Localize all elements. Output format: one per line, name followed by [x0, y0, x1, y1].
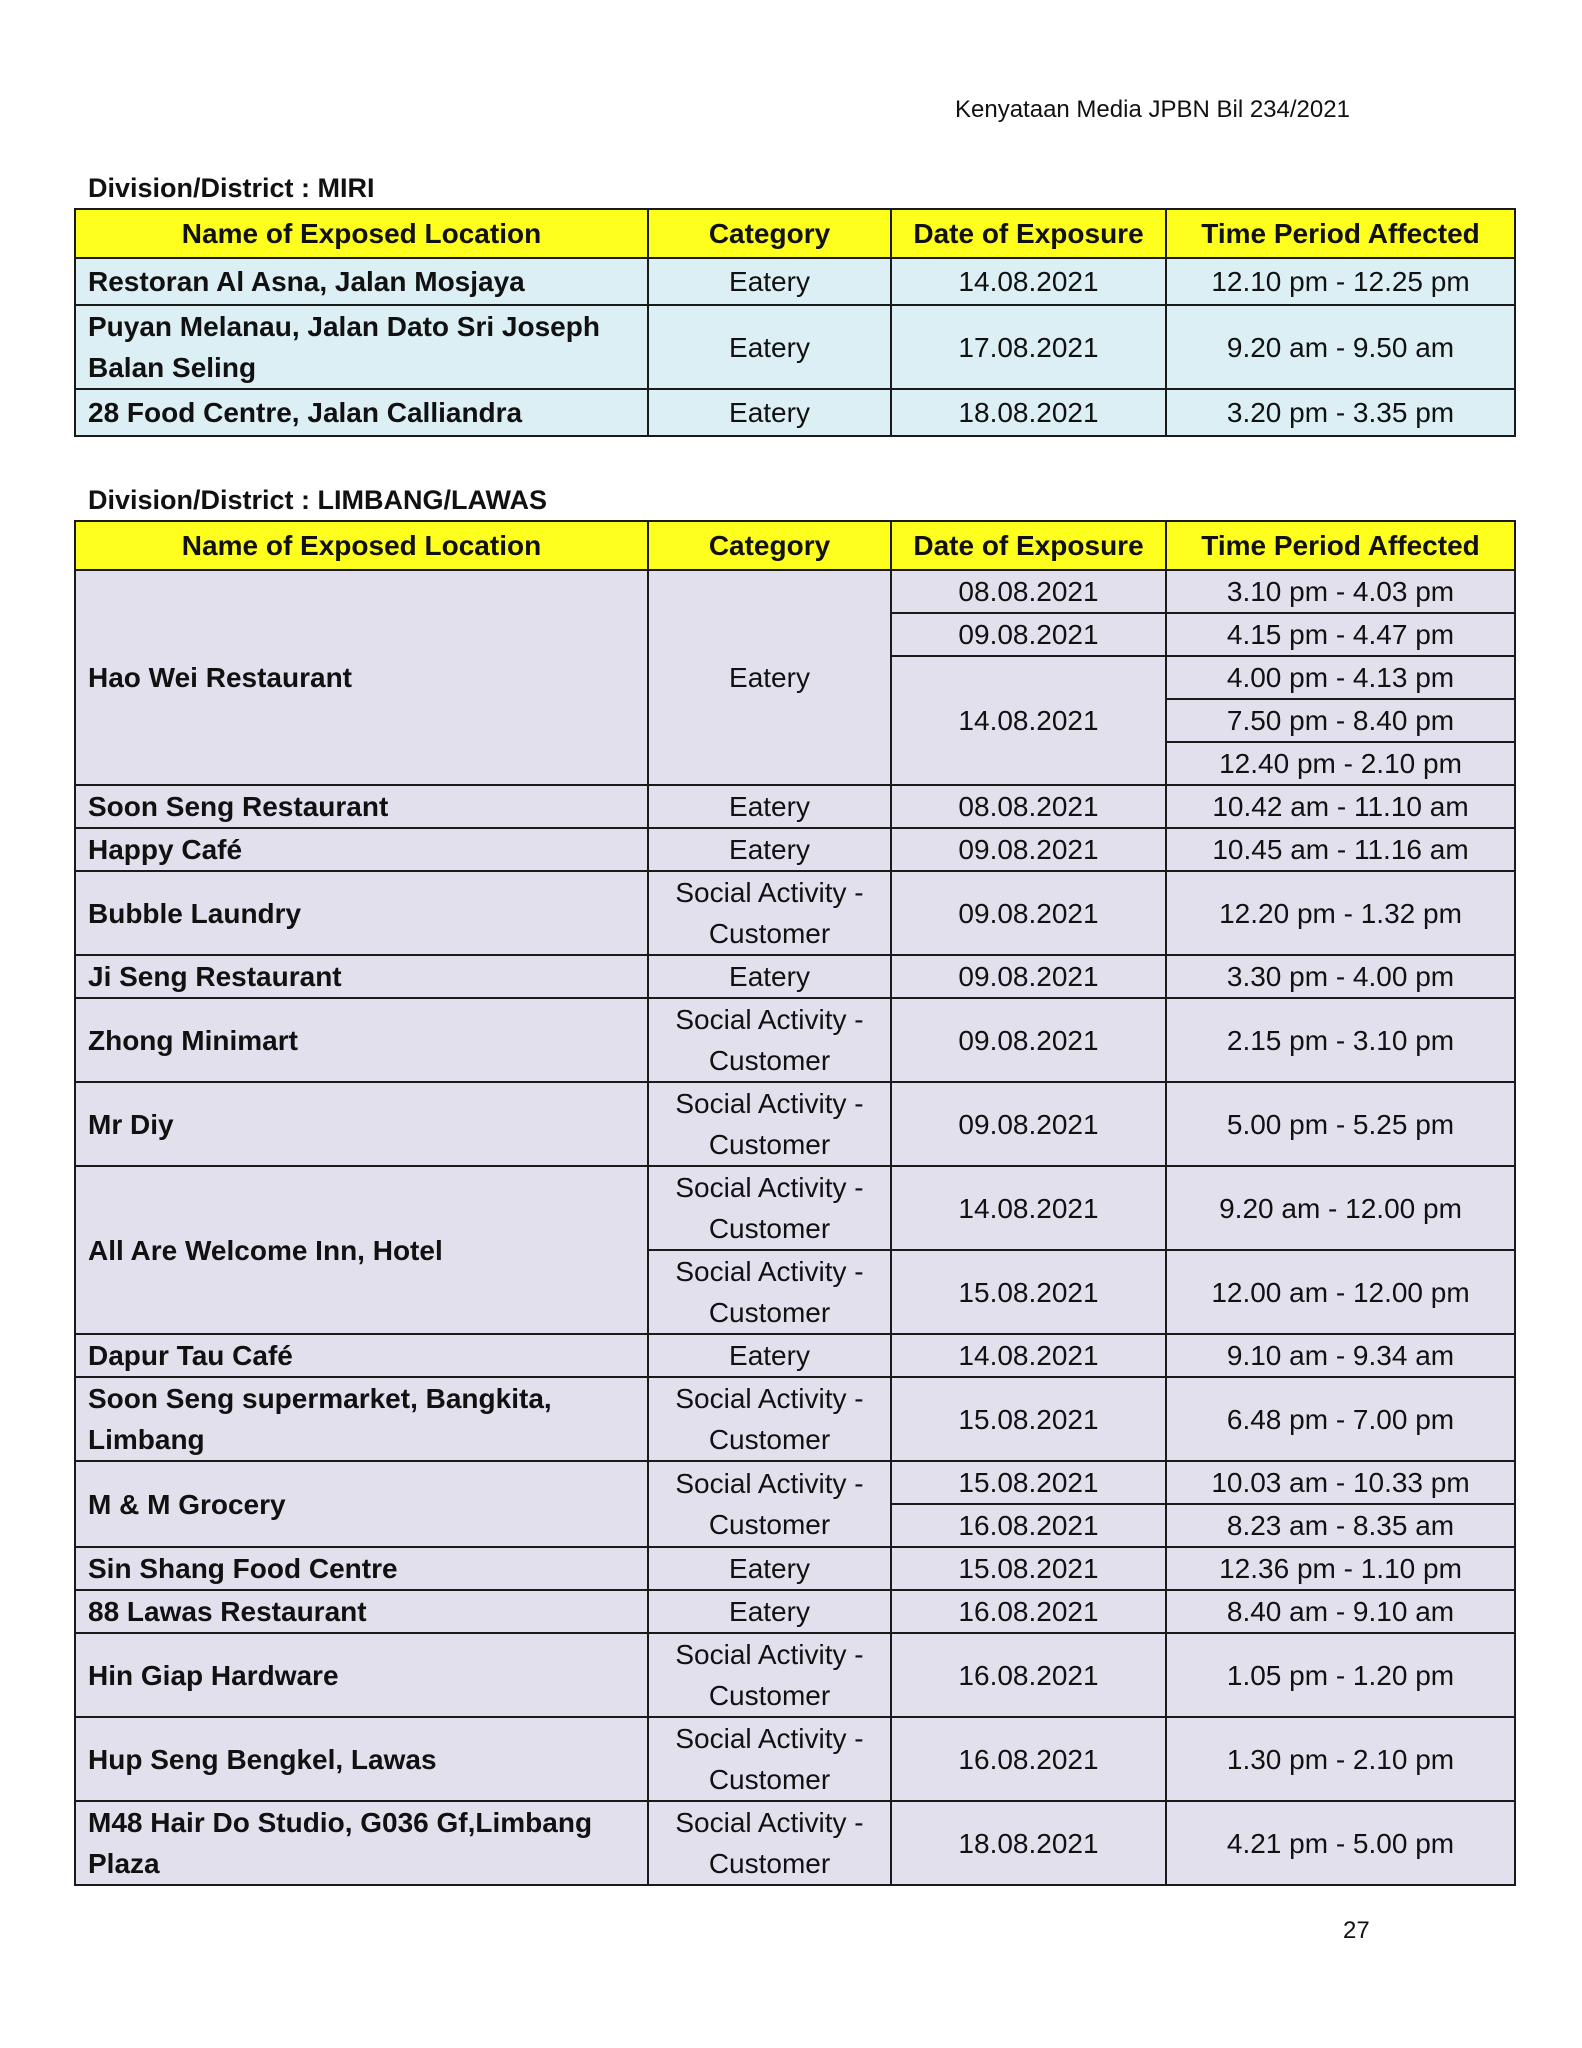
date-cell: 14.08.2021 — [891, 258, 1166, 305]
time-cell: 8.40 am - 9.10 am — [1166, 1590, 1515, 1633]
time-cell: 2.15 pm - 3.10 pm — [1166, 998, 1515, 1082]
category-cell: Social Activity - Customer — [648, 1633, 891, 1717]
table-header-row — [75, 209, 1515, 258]
table-row — [75, 871, 1515, 955]
category-cell: Social Activity - Customer — [648, 1082, 891, 1166]
column-header: Category — [648, 521, 891, 570]
time-cell: 10.03 am - 10.33 pm — [1166, 1461, 1515, 1504]
date-cell: 15.08.2021 — [891, 1461, 1166, 1504]
column-header: Name of Exposed Location — [75, 209, 648, 258]
table-row — [75, 1377, 1515, 1461]
division-heading-miri: Division/District : MIRI — [88, 173, 375, 203]
date-cell: 17.08.2021 — [891, 305, 1166, 389]
table-row — [75, 785, 1515, 828]
table-row — [75, 1334, 1515, 1377]
location-cell: Soon Seng Restaurant — [75, 785, 648, 828]
date-cell: 18.08.2021 — [891, 1801, 1166, 1885]
date-cell: 14.08.2021 — [891, 1334, 1166, 1377]
time-cell: 5.00 pm - 5.25 pm — [1166, 1082, 1515, 1166]
location-cell: Hup Seng Bengkel, Lawas — [75, 1717, 648, 1801]
category-cell: Social Activity - Customer — [648, 1377, 891, 1461]
time-cell: 6.48 pm - 7.00 pm — [1166, 1377, 1515, 1461]
table-row — [75, 389, 1515, 436]
time-cell: 9.20 am - 9.50 am — [1166, 305, 1515, 389]
column-header: Category — [648, 209, 891, 258]
category-cell: Eatery — [648, 1334, 891, 1377]
table-row — [75, 828, 1515, 871]
category-cell: Eatery — [648, 955, 891, 998]
date-cell: 09.08.2021 — [891, 871, 1166, 955]
document-reference: Kenyataan Media JPBN Bil 234/2021 — [955, 96, 1350, 123]
time-cell: 4.00 pm - 4.13 pm — [1166, 656, 1515, 699]
location-cell: Sin Shang Food Centre — [75, 1547, 648, 1590]
table-row — [75, 1801, 1515, 1885]
page-number: 27 — [1343, 1917, 1370, 1944]
table-row — [75, 955, 1515, 998]
time-cell: 12.40 pm - 2.10 pm — [1166, 742, 1515, 785]
date-cell: 16.08.2021 — [891, 1504, 1166, 1547]
location-cell: 88 Lawas Restaurant — [75, 1590, 648, 1633]
date-cell: 18.08.2021 — [891, 389, 1166, 436]
location-cell: Zhong Minimart — [75, 998, 648, 1082]
date-cell: 09.08.2021 — [891, 998, 1166, 1082]
time-cell: 1.05 pm - 1.20 pm — [1166, 1633, 1515, 1717]
date-cell: 09.08.2021 — [891, 828, 1166, 871]
time-cell: 12.00 am - 12.00 pm — [1166, 1250, 1515, 1334]
time-cell: 3.10 pm - 4.03 pm — [1166, 570, 1515, 613]
location-cell: Hao Wei Restaurant — [75, 570, 648, 785]
table-row — [75, 305, 1515, 389]
time-cell: 3.20 pm - 3.35 pm — [1166, 389, 1515, 436]
location-cell: Hin Giap Hardware — [75, 1633, 648, 1717]
column-header: Date of Exposure — [891, 209, 1166, 258]
category-cell: Eatery — [648, 258, 891, 305]
location-cell: Ji Seng Restaurant — [75, 955, 648, 998]
location-cell: Bubble Laundry — [75, 871, 648, 955]
time-cell: 9.10 am - 9.34 am — [1166, 1334, 1515, 1377]
column-header: Time Period Affected — [1166, 209, 1515, 258]
table-row — [75, 1590, 1515, 1633]
location-cell: Mr Diy — [75, 1082, 648, 1166]
date-cell: 09.08.2021 — [891, 1082, 1166, 1166]
date-cell: 15.08.2021 — [891, 1547, 1166, 1590]
time-cell: 10.42 am - 11.10 am — [1166, 785, 1515, 828]
time-cell: 12.10 pm - 12.25 pm — [1166, 258, 1515, 305]
date-cell: 15.08.2021 — [891, 1250, 1166, 1334]
table-row — [75, 1166, 1515, 1250]
time-cell: 7.50 pm - 8.40 pm — [1166, 699, 1515, 742]
column-header: Time Period Affected — [1166, 521, 1515, 570]
time-cell: 4.15 pm - 4.47 pm — [1166, 613, 1515, 656]
date-cell: 14.08.2021 — [891, 656, 1166, 785]
location-cell: Restoran Al Asna, Jalan Mosjaya — [75, 258, 648, 305]
category-cell: Eatery — [648, 1547, 891, 1590]
time-cell: 10.45 am - 11.16 am — [1166, 828, 1515, 871]
category-cell: Eatery — [648, 828, 891, 871]
table-row — [75, 1082, 1515, 1166]
division-heading-limbang-lawas: Division/District : LIMBANG/LAWAS — [88, 485, 548, 515]
limbang-exposure-table — [74, 520, 1516, 1886]
table-row — [75, 258, 1515, 305]
date-cell: 16.08.2021 — [891, 1633, 1166, 1717]
category-cell: Social Activity - Customer — [648, 1461, 891, 1547]
category-cell: Social Activity - Customer — [648, 1717, 891, 1801]
category-cell: Eatery — [648, 1590, 891, 1633]
location-cell: M48 Hair Do Studio, G036 Gf,Limbang Plaza — [75, 1801, 648, 1885]
category-cell: Eatery — [648, 305, 891, 389]
table-row — [75, 570, 1515, 613]
time-cell: 8.23 am - 8.35 am — [1166, 1504, 1515, 1547]
time-cell: 3.30 pm - 4.00 pm — [1166, 955, 1515, 998]
date-cell: 08.08.2021 — [891, 570, 1166, 613]
table-header-row — [75, 521, 1515, 570]
time-cell: 12.20 pm - 1.32 pm — [1166, 871, 1515, 955]
date-cell: 16.08.2021 — [891, 1717, 1166, 1801]
table-row — [75, 1633, 1515, 1717]
column-header: Date of Exposure — [891, 521, 1166, 570]
table-row — [75, 1461, 1515, 1504]
location-cell: Puyan Melanau, Jalan Dato Sri Joseph Balan Seling — [75, 305, 648, 389]
category-cell: Eatery — [648, 570, 891, 785]
table-row — [75, 998, 1515, 1082]
date-cell: 14.08.2021 — [891, 1166, 1166, 1250]
miri-exposure-table — [74, 208, 1516, 437]
category-cell: Eatery — [648, 785, 891, 828]
location-cell: Soon Seng supermarket, Bangkita, Limbang — [75, 1377, 648, 1461]
date-cell: 16.08.2021 — [891, 1590, 1166, 1633]
date-cell: 09.08.2021 — [891, 613, 1166, 656]
location-cell: Dapur Tau Café — [75, 1334, 648, 1377]
category-cell: Social Activity - Customer — [648, 871, 891, 955]
category-cell: Eatery — [648, 389, 891, 436]
location-cell: All Are Welcome Inn, Hotel — [75, 1166, 648, 1334]
location-cell: 28 Food Centre, Jalan Calliandra — [75, 389, 648, 436]
location-cell: M & M Grocery — [75, 1461, 648, 1547]
time-cell: 4.21 pm - 5.00 pm — [1166, 1801, 1515, 1885]
category-cell: Social Activity - Customer — [648, 1166, 891, 1250]
location-cell: Happy Café — [75, 828, 648, 871]
time-cell: 12.36 pm - 1.10 pm — [1166, 1547, 1515, 1590]
date-cell: 15.08.2021 — [891, 1377, 1166, 1461]
date-cell: 09.08.2021 — [891, 955, 1166, 998]
time-cell: 9.20 am - 12.00 pm — [1166, 1166, 1515, 1250]
category-cell: Social Activity - Customer — [648, 1801, 891, 1885]
date-cell: 08.08.2021 — [891, 785, 1166, 828]
time-cell: 1.30 pm - 2.10 pm — [1166, 1717, 1515, 1801]
table-row — [75, 1717, 1515, 1801]
column-header: Name of Exposed Location — [75, 521, 648, 570]
table-row — [75, 1547, 1515, 1590]
category-cell: Social Activity - Customer — [648, 1250, 891, 1334]
category-cell: Social Activity - Customer — [648, 998, 891, 1082]
